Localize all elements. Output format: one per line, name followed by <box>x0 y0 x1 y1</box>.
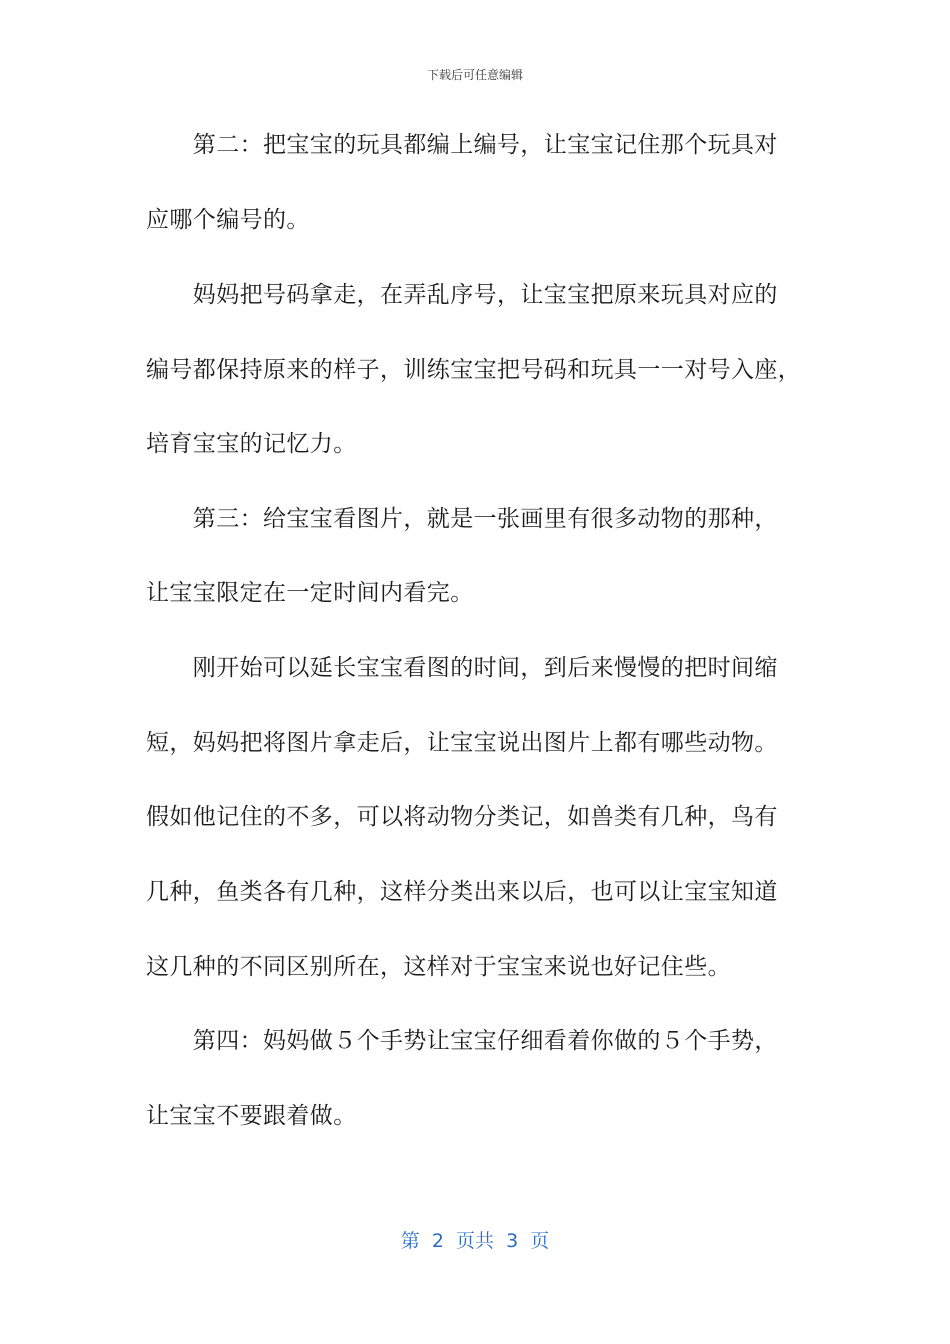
paragraph-line-1: 第二：把宝宝的玩具都编上编号，让宝宝记住那个玩具对 <box>146 132 778 158</box>
paragraph-line-4: 编号都保持原来的样子，训练宝宝把号码和玩具一一对号入座， <box>146 357 802 383</box>
paragraph-line-3: 妈妈把号码拿走，在弄乱序号，让宝宝把原来玩具对应的 <box>146 282 778 308</box>
page-header: 下载后可任意编辑 <box>426 68 523 82</box>
paragraph-line-12: 这几种的不同区别所在，这样对于宝宝来说也好记住些。 <box>146 954 731 980</box>
paragraph-line-10: 假如他记住的不多，可以将动物分类记，如兽类有几种，鸟有 <box>146 804 778 830</box>
paragraph-line-8: 刚开始可以延长宝宝看图的时间，到后来慢慢的把时间缩 <box>146 655 778 681</box>
paragraph-line-13: 第四：妈妈做５个手势让宝宝仔细看着你做的５个手势， <box>146 1028 778 1054</box>
page-number-footer: 第 2 页共 3 页 <box>400 1230 550 1252</box>
paragraph-line-11: 几种，鱼类各有几种，这样分类出来以后，也可以让宝宝知道 <box>146 879 778 905</box>
paragraph-line-2: 应哪个编号的。 <box>146 207 310 233</box>
paragraph-line-9: 短，妈妈把将图片拿走后，让宝宝说出图片上都有哪些动物。 <box>146 730 778 756</box>
paragraph-line-5: 培育宝宝的记忆力。 <box>146 431 357 457</box>
paragraph-line-14: 让宝宝不要跟着做。 <box>146 1103 357 1129</box>
paragraph-line-7: 让宝宝限定在一定时间内看完。 <box>146 580 474 606</box>
paragraph-line-6: 第三：给宝宝看图片，就是一张画里有很多动物的那种， <box>146 506 778 532</box>
